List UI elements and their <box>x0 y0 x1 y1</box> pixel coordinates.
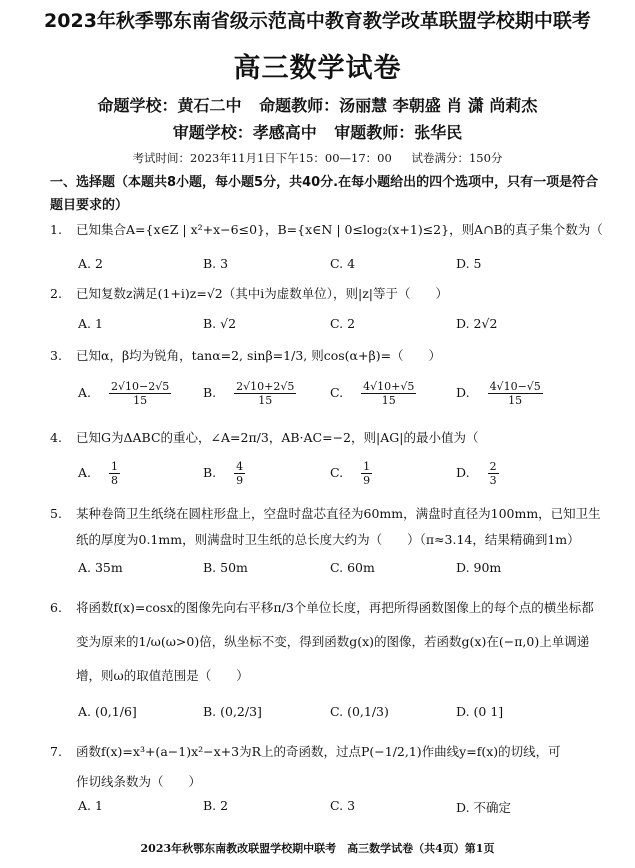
question-number: 4. <box>50 430 62 445</box>
option-c: C. 2 <box>330 316 356 331</box>
option-fraction <box>488 460 499 487</box>
question-stem-line-1: 某种卷筒卫生纸绕在圆柱形盘上，空盘时盘芯直径为60mm，满盘时直径为100mm，已知卫生 <box>76 506 601 521</box>
option-a: A. 35m <box>78 560 123 575</box>
option-fraction <box>234 380 296 407</box>
section-heading: 一、选择题（本题共8小题，每小题5分，共40分.在每小题给出的四个选项中，只有一项是符合题目要求的） <box>50 175 599 213</box>
option-fraction <box>109 380 171 407</box>
option-label: A. <box>78 385 92 400</box>
option-b: B. 2 <box>203 798 229 813</box>
option-c: C. 3 <box>330 798 356 813</box>
question-stem: 已知集合A={x∈Z | x²+x−6≤0}，B={x∈N | 0≤log₂(x+1)≤2}，则A∩B的真子集个数为（ <box>76 222 603 237</box>
option-c: C. (0,1/3) <box>330 704 389 719</box>
option-label: A. <box>78 465 92 480</box>
reviewer-line <box>0 120 635 143</box>
question-number: 1. <box>50 222 62 237</box>
question-3 <box>50 346 615 366</box>
option-fraction <box>234 460 245 487</box>
option-fraction <box>488 380 543 407</box>
question-number: 7. <box>50 744 62 759</box>
full-score: 试卷满分：150分 <box>411 151 503 165</box>
question-5-options <box>78 560 598 582</box>
numerator: 1 <box>111 460 119 473</box>
question-5 <box>50 504 615 524</box>
question-4-options <box>78 460 598 494</box>
option-d: D. 90m <box>456 560 502 575</box>
option-b <box>203 380 296 407</box>
option-label: C. <box>330 465 344 480</box>
setter-line <box>0 93 635 116</box>
exam-subtitle: 高三数学试卷 <box>233 53 402 84</box>
exam-title: 2023年秋季鄂东南省级示范高中教育教学改革联盟学校期中联考 <box>44 10 591 32</box>
denominator: 15 <box>508 394 523 407</box>
option-label: C. <box>330 385 344 400</box>
numerator: 4√10+√5 <box>363 380 415 393</box>
question-6-line-2: 变为原来的1/ω(ω>0)倍，纵坐标不变，得到函数g(x)的图像，若函数g(x)在(−π,0)上单调递 <box>76 634 590 649</box>
question-stem: 已知复数z满足(1+i)z=√2（其中i为虚数单位），则|z|等于（ ） <box>76 286 448 301</box>
question-number: 5. <box>50 506 62 521</box>
denominator: 9 <box>236 474 244 487</box>
question-2 <box>50 284 615 304</box>
numerator: 2 <box>489 460 497 473</box>
option-d: D. 2√2 <box>456 316 498 331</box>
question-7-line-2: 作切线条数为（ ） <box>76 774 202 789</box>
question-1-options <box>78 256 598 278</box>
question-6-options <box>78 704 598 726</box>
question-stem-line-1: 将函数f(x)=cosx的图像先向右平移π/3个单位长度，再把所得函数图像上的每个点的横坐标都 <box>76 600 594 615</box>
option-fraction <box>361 380 416 407</box>
exam-info <box>0 150 635 166</box>
question-6 <box>50 598 615 618</box>
reviewer-school: 审题学校：孝感高中 <box>172 123 317 142</box>
question-3-options <box>78 380 598 414</box>
numerator: 4√10−√5 <box>489 380 541 393</box>
option-a: A. (0,1/6] <box>78 704 137 719</box>
denominator: 8 <box>111 474 119 487</box>
denominator: 9 <box>363 474 371 487</box>
option-c <box>330 460 372 487</box>
option-a: A. 1 <box>78 316 103 331</box>
option-a: A. 1 <box>78 798 103 813</box>
question-stem-line-1: 函数f(x)=x³+(a−1)x²−x+3为R上的奇函数，过点P(−1/2,1)作曲线y=f(x)的切线，可 <box>76 744 561 759</box>
question-7 <box>50 742 615 762</box>
option-c: C. 4 <box>330 256 356 271</box>
option-b: B. (0,2/3] <box>203 704 262 719</box>
numerator: 1 <box>363 460 371 473</box>
denominator: 15 <box>133 394 148 407</box>
question-1 <box>50 220 615 240</box>
question-5-line-2: 纸的厚度为0.1mm，则满盘时卫生纸的总长度大约为（ ）（π≈3.14，结果精确到1m） <box>76 532 580 547</box>
option-d: D. 不确定 <box>456 800 512 815</box>
option-label: B. <box>203 465 217 480</box>
numerator: 2√10+2√5 <box>236 380 295 393</box>
setter-teachers: 命题教师：汤丽慧 李朝盛 肖 潇 尚莉杰 <box>259 96 538 115</box>
option-b: B. 3 <box>203 256 229 271</box>
question-4 <box>50 428 615 448</box>
option-b <box>203 460 245 487</box>
option-fraction <box>361 460 372 487</box>
option-label: D. <box>456 465 470 480</box>
denominator: 3 <box>489 474 497 487</box>
option-a: A. 2 <box>78 256 103 271</box>
exam-time: 考试时间：2023年11月1日下午15：00—17：00 <box>132 151 392 165</box>
option-fraction <box>109 460 120 487</box>
denominator: 15 <box>258 394 273 407</box>
option-d: D. 5 <box>456 256 482 271</box>
question-number: 2. <box>50 286 62 301</box>
question-2-options <box>78 316 598 338</box>
question-stem: 已知α，β均为锐角，tanα=2, sinβ=1/3, 则cos(α+β)=（ ） <box>76 348 442 363</box>
question-number: 3. <box>50 348 62 363</box>
numerator: 2√10−2√5 <box>111 380 170 393</box>
option-c: C. 60m <box>330 560 375 575</box>
page-footer: 2023年秋鄂东南教改联盟学校期中联考 高三数学试卷（共4页）第1页 <box>140 842 495 855</box>
reviewer-teacher: 审题教师：张华民 <box>334 123 463 142</box>
option-label: B. <box>203 385 217 400</box>
question-number: 6. <box>50 600 62 615</box>
option-a <box>78 460 120 487</box>
numerator: 4 <box>236 460 244 473</box>
option-d <box>456 460 499 487</box>
option-b: B. √2 <box>203 316 237 331</box>
question-7-options <box>78 798 598 820</box>
question-6-line-3: 增，则ω的取值范围是（ ） <box>76 668 249 683</box>
setter-school: 命题学校：黄石二中 <box>97 96 242 115</box>
option-d <box>456 380 543 407</box>
option-d: D. (0 1] <box>456 704 504 719</box>
question-stem: 已知G为ΔABC的重心，∠A=2π/3，AB·AC=−2，则|AG|的最小值为（ <box>76 430 479 445</box>
denominator: 15 <box>381 394 396 407</box>
option-a <box>78 380 171 407</box>
option-b: B. 50m <box>203 560 248 575</box>
option-label: D. <box>456 385 470 400</box>
option-c <box>330 380 416 407</box>
